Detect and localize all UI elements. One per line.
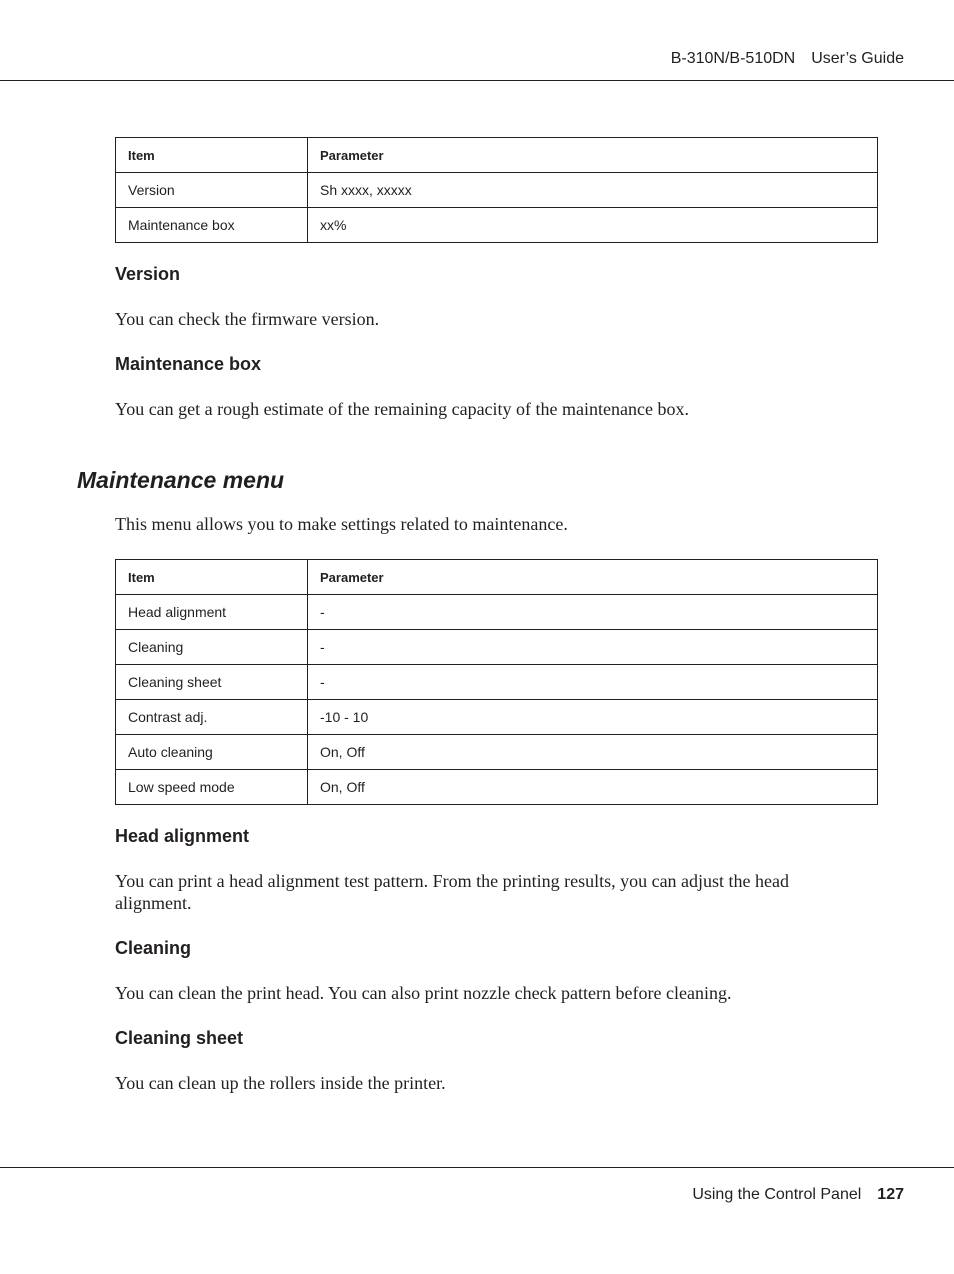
table-header-parameter: Parameter — [308, 138, 878, 173]
table-row — [116, 770, 878, 805]
footer-rule — [0, 1167, 954, 1168]
cleaning-sheet-text: You can clean up the rollers inside the printer. — [115, 1073, 446, 1093]
table-row — [116, 665, 878, 700]
running-header — [671, 50, 904, 68]
table-cell-item: Cleaning sheet — [116, 665, 308, 700]
page-number: 127 — [877, 1186, 904, 1203]
status-table — [115, 137, 878, 243]
table-cell-parameter: On, Off — [308, 770, 878, 805]
cleaning-text: You can clean the print head. You can also print nozzle check pattern before cleaning. — [115, 983, 732, 1003]
table-cell-parameter: On, Off — [308, 735, 878, 770]
maintenance-box-heading: Maintenance box — [115, 354, 262, 374]
table-cell-item: Low speed mode — [116, 770, 308, 805]
table-row — [116, 173, 878, 208]
head-alignment-heading: Head alignment — [115, 826, 250, 846]
version-text: You can check the firmware version. — [115, 309, 380, 329]
table-row — [116, 595, 878, 630]
table-cell-item: Cleaning — [116, 630, 308, 665]
table-cell-item: Head alignment — [116, 595, 308, 630]
head-alignment-text: You can print a head alignment test pattern. From the printing results, you can adjust the head alignment. — [115, 871, 790, 913]
table-cell-parameter: -10 - 10 — [308, 700, 878, 735]
table-cell-parameter: xx% — [308, 208, 878, 243]
header-rule — [0, 80, 954, 81]
table-header-row — [116, 138, 878, 173]
table-row — [116, 700, 878, 735]
table-row — [116, 735, 878, 770]
cleaning-sheet-heading: Cleaning sheet — [115, 1028, 244, 1048]
maintenance-table — [115, 559, 878, 805]
table-cell-item: Auto cleaning — [116, 735, 308, 770]
table-cell-item: Maintenance box — [116, 208, 308, 243]
table-cell-item: Contrast adj. — [116, 700, 308, 735]
running-footer — [692, 1186, 904, 1204]
maintenance-menu-intro: This menu allows you to make settings related to maintenance. — [115, 514, 568, 534]
table-row — [116, 208, 878, 243]
table-cell-parameter: - — [308, 630, 878, 665]
table-header-item: Item — [116, 138, 308, 173]
table-cell-parameter: Sh xxxx, xxxxx — [308, 173, 878, 208]
table-row — [116, 630, 878, 665]
table-header-row — [116, 560, 878, 595]
table-header-item: Item — [116, 560, 308, 595]
footer-section: Using the Control Panel — [692, 1186, 862, 1203]
version-heading: Version — [115, 264, 181, 284]
table-header-parameter: Parameter — [308, 560, 878, 595]
table-cell-item: Version — [116, 173, 308, 208]
table-cell-parameter: - — [308, 595, 878, 630]
header-guide: User’s Guide — [811, 50, 904, 67]
maintenance-menu-title: Maintenance menu — [77, 467, 285, 493]
cleaning-heading: Cleaning — [115, 938, 192, 958]
maintenance-box-text: You can get a rough estimate of the remaining capacity of the maintenance box. — [115, 399, 689, 419]
table-cell-parameter: - — [308, 665, 878, 700]
header-model: B-310N/B-510DN — [670, 50, 796, 67]
